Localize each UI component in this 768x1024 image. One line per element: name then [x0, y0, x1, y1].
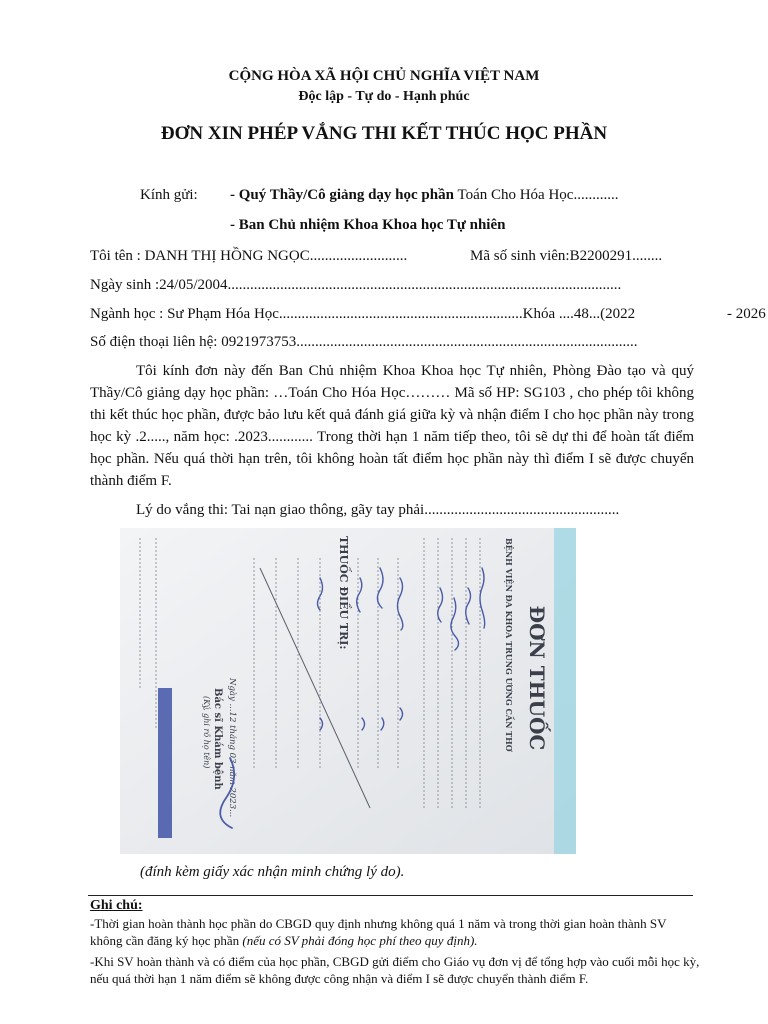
absence-reason: Lý do vắng thi: Tai nạn giao thông, gãy tay phải.................................................... [136, 502, 620, 518]
note-1-text: -Thời gian hoàn thành học phần do CBGD quy định nhưng không quá 1 năm và trong thời gian hoàn thành SV không cần đăng ký học phần [90, 916, 667, 948]
prescription-photo [120, 528, 576, 854]
prescription-doctor-sub: (Ký, ghi rõ họ tên) [202, 696, 211, 769]
notes-label: Ghi chú: [90, 898, 143, 913]
phone-line: Số điện thoại liên hệ: 0921973753........................................................................................... [90, 334, 638, 350]
country-heading: CỘNG HÒA XÃ HỘI CHỦ NGHĨA VIỆT NAM [228, 68, 540, 84]
course-name: Toán Cho Hóa Học............ [453, 187, 619, 203]
note-1 [90, 915, 700, 949]
document-title: ĐƠN XIN PHÉP VẮNG THI KẾT THÚC HỌC PHẦN [160, 123, 608, 144]
course-end-year: - 2026 [727, 306, 766, 322]
prescription-heading: ĐƠN THUỐC [525, 605, 549, 751]
salutation-label: Kính gửi: [140, 187, 198, 203]
major-line: Ngành học : Sư Phạm Hóa Học.................................................................Khóa ....48...(2022 [90, 306, 636, 322]
request-text: Tôi kính đơn này đến Ban Chủ nhiệm Khoa Khoa học Tự nhiên, Phòng Đào tạo và quý Thầy/Cô giảng dạy học phần: …Toán Cho Hóa Học……… Mã số HP: SG103 , cho phép tôi không thi kết thúc học phần, được bảo lưu kết quả đánh giá giữa kỳ và nhận điểm I cho học phần này trong học kỳ .2....., năm học: .2023............ Trong thời hạn 1 năm tiếp theo, tôi sẽ dự thi để hoàn tất điểm học phần. Nếu quá thời hạn trên, tôi không hoàn tất điểm học phần này thì điểm I sẽ được chuyển thành điểm F. [90, 363, 694, 489]
student-id-line: Mã số sinh viên:B2200291........ [470, 248, 663, 264]
salutation-recipient-1: - Quý Thầy/Cô giảng dạy học phần [230, 187, 454, 203]
prescription-date: Ngày ...12 tháng 03 năm 2023... [227, 678, 237, 818]
note-1-italic: (nếu có SV phải đóng học phí theo quy định). [242, 933, 478, 948]
request-paragraph [90, 360, 694, 492]
student-name-line: Tôi tên : DANH THỊ HỒNG NGỌC.......................... [90, 248, 408, 264]
dob-line: Ngày sinh :24/05/2004......................................................................................................... [90, 277, 622, 293]
motto: Độc lập - Tự do - Hạnh phúc [298, 89, 470, 104]
prescription-hospital: BỆNH VIỆN ĐA KHOA TRUNG ƯƠNG CẦN THƠ [504, 538, 514, 752]
note-2: -Khi SV hoàn thành và có điểm của học phần, CBGD gửi điểm cho Giáo vụ đơn vị để tổng hợp vào cuối mỗi học kỳ, nếu quá thời hạn 1 năm điểm sẽ không được công nhận và điểm I sẽ được chuyển thành điểm F. [90, 954, 700, 986]
divider [88, 895, 693, 896]
prescription-doctor: Bác sĩ Khám bệnh [212, 688, 223, 790]
salutation-recipient-2: - Ban Chủ nhiệm Khoa Khoa học Tự nhiên [230, 217, 506, 233]
attachment-caption: (đính kèm giấy xác nhận minh chứng lý do). [140, 864, 405, 880]
salutation-line-1 [230, 187, 618, 204]
prescription-treatment: THUỐC ĐIỀU TRỊ: [337, 536, 350, 650]
